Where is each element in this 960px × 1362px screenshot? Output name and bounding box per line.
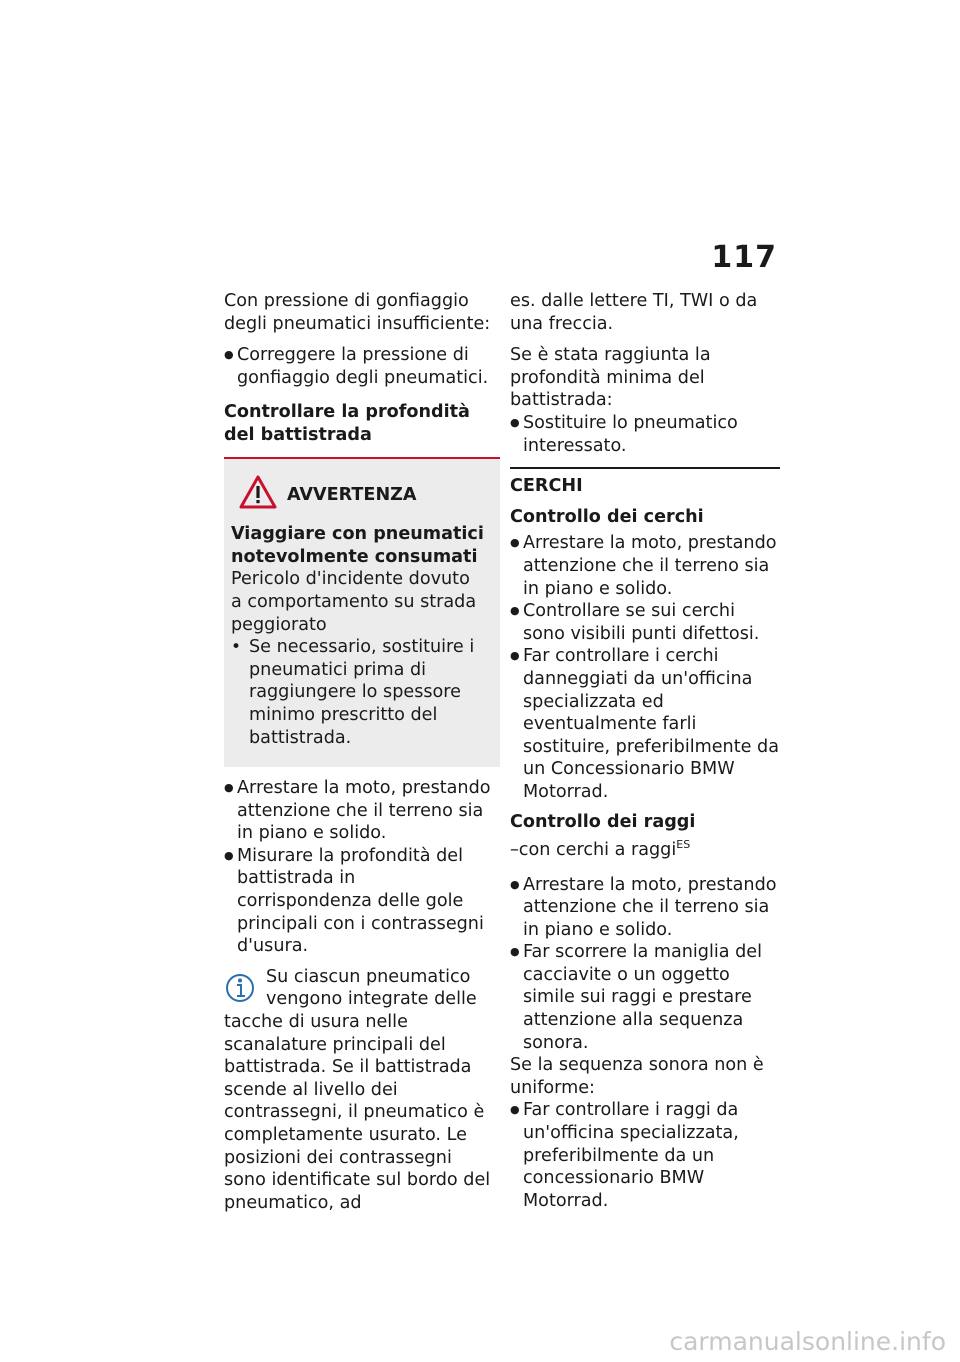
warning-subtitle: Viaggiare con pneumatici notevolmente consumati <box>231 524 484 567</box>
warning-header <box>239 475 486 516</box>
list-item: ● Correggere la pressione di gonfiaggio degli pneumatici. <box>224 344 492 389</box>
list-item: ● Far controllare i raggi da un'officina specializzata, preferibilmente da un concessionario BMW Motorrad. <box>510 1099 780 1212</box>
warning-title: AVVERTENZA <box>287 484 417 505</box>
spokes-heading: Controllo dei raggi <box>510 812 696 833</box>
continued-text: es. dalle lettere TI, TWI o da una freccia. <box>510 291 758 334</box>
info-text: Su ciascun pneumatico vengono integrate delle tacche di usura nelle scanalature principali del battistrada. Se il battistrada scende al livello dei contrassegni, il pneumatico è completamente usurato. Le posizioni dei contrassegni sono identificate sul bordo del pneumatico, ad <box>224 966 491 1213</box>
list-item: ● Arrestare la moto, prestando attenzione che il terreno sia in piano e solido. <box>510 532 780 600</box>
warning-text: Pericolo d'incidente dovuto a comportamento su strada peggiorato <box>231 569 477 635</box>
watermark: carmanualsonline.info <box>669 1327 946 1356</box>
section-title: CERCHI <box>510 476 583 497</box>
list-item: ● Arrestare la moto, prestando attenzione che il terreno sia in piano e solido. <box>224 777 492 845</box>
page-number: 117 <box>711 240 777 275</box>
warning-box <box>224 457 500 768</box>
list-item: ● Sostituire lo pneumatico interessato. <box>510 412 780 457</box>
rims-heading: Controllo dei cerchi <box>510 506 704 527</box>
spokes-note-sup: ES <box>676 838 691 852</box>
list-item: ● Arrestare la moto, prestando attenzione che il terreno sia in piano e solido. <box>510 874 780 942</box>
list-item: ● Far controllare i cerchi danneggiati da un'officina specializzata ed eventualmente farli sostituire, preferibilmente da un Concessionario BMW Motorrad. <box>510 645 780 803</box>
list-item: ● Far scorrere la maniglia del cacciavite o un oggetto simile sui raggi e prestare attenzione alla sequenza sonora. <box>510 941 780 1054</box>
min-depth-text: Se è stata raggiunta la profondità minima del battistrada: <box>510 345 711 411</box>
info-icon <box>224 968 260 1008</box>
list-item: ● Controllare se sui cerchi sono visibili punti difettosi. <box>510 600 780 645</box>
spokes-note <box>510 834 780 861</box>
intro-bullet-list <box>224 344 492 389</box>
spokes-note-text: –con cerchi a raggi <box>510 839 677 860</box>
info-note <box>224 966 492 1215</box>
uneven-text: Se la sequenza sonora non è uniforme: <box>510 1055 764 1098</box>
intro-text: Con pressione di gonfiaggio degli pneumatici insufficiente: <box>224 291 491 334</box>
spokes-bullet-list <box>510 874 780 1055</box>
left-column <box>224 290 492 1214</box>
list-item: ● Misurare la profondità del battistrada in corrispondenza delle gole principali con i contrassegni d'usura. <box>224 845 492 958</box>
list-item: • Se necessario, sostituire i pneumatici prima di raggiungere lo spessore minimo prescritto del battistrada. <box>231 636 486 749</box>
tread-bullet-list <box>224 777 492 958</box>
warning-triangle-icon <box>239 475 277 516</box>
replace-bullet-list <box>510 412 780 457</box>
tread-depth-heading: Controllare la profondità del battistrada <box>224 402 470 445</box>
right-column <box>510 290 780 1220</box>
uneven-bullet-list <box>510 1099 780 1212</box>
rims-bullet-list <box>510 532 780 803</box>
warning-bullet-list <box>231 636 486 749</box>
section-divider <box>510 467 780 469</box>
